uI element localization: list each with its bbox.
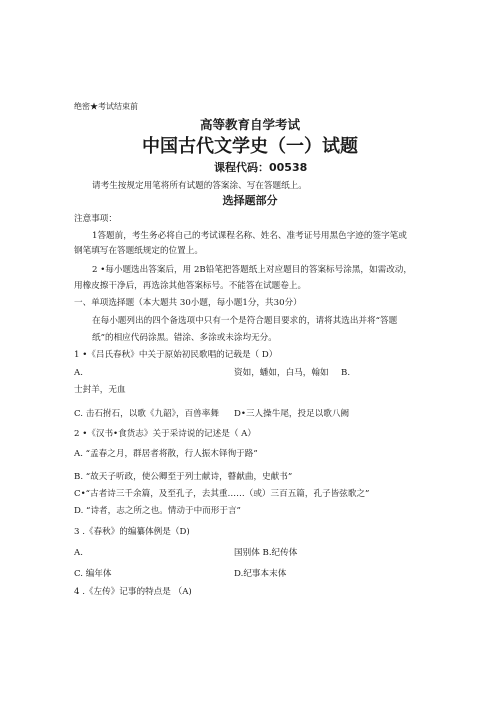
instructions: 请考生按规定用笔将所有试题的答案涂、写在答题纸上。 bbox=[92, 181, 307, 191]
exam-name: 高等教育自学考试 bbox=[199, 117, 300, 132]
q2-option-b: B. “故天子听政，使公卿至于列士献诗，瞽献曲，史献书” bbox=[74, 472, 293, 482]
part1-desc-line-2: 纸”的相应代码涂黑。错涂、多涂或未涂均无分。 bbox=[92, 333, 277, 343]
note-1-line-2: 钢笔填写在答题纸规定的位置上。 bbox=[74, 246, 203, 256]
section-title: 选择题部分 bbox=[222, 194, 278, 207]
q2-option-d: D. “诗者，志之所之也。情动于中而形于言” bbox=[74, 506, 241, 516]
q3-stem: 3 .《春秋》的编纂体例是（D) bbox=[74, 527, 190, 537]
paper-title: 中国古代文学史（一）试题 bbox=[142, 136, 358, 157]
note-2-line-2: 用橡皮擦干净后，再选涂其他答案标号。不能答在试题卷上。 bbox=[74, 281, 307, 291]
part1-desc-line-1: 在每小题列出的四个备选项中只有一个是符合题目要求的，请将其选出并将“答题 bbox=[92, 316, 398, 326]
q4-stem: 4 .《左传》记事的特点是 （A) bbox=[74, 587, 192, 597]
course-code: 课程代码：00538 bbox=[214, 161, 308, 174]
q1-option-b-label: B. bbox=[341, 368, 351, 378]
q3-option-d: D.纪事本末体 bbox=[234, 569, 287, 579]
notes-heading: 注意事项： bbox=[74, 214, 117, 224]
q3-option-c: C. 编年体 bbox=[74, 569, 112, 579]
q1-stem: 1 •《吕氏春秋》中关于原始初民歌唱的记载是（ D） bbox=[74, 350, 278, 360]
q3-option-a-label: A. bbox=[74, 548, 83, 558]
q1-option-a-label: A. bbox=[74, 368, 83, 378]
note-2-line-1: 2 •每小题选出答案后，用 2B铅笔把答题纸上对应题目的答案标号涂黑，如需改动， bbox=[92, 265, 412, 275]
q3-options-a-b: 国别体 B.纪传体 bbox=[234, 548, 298, 558]
q1-option-c: C. 击石拊石，以歌《九韶》，百兽率舞 bbox=[74, 409, 219, 419]
q2-stem: 2 •《汉书•食货志》关于采诗说的记述是（ A） bbox=[74, 429, 256, 439]
q1-option-a-text: 资如，蟠如，白马，翰如 bbox=[234, 368, 329, 378]
q2-option-a: A. “孟春之月，群居者将散，行人振木铎徇于路” bbox=[74, 449, 258, 459]
note-1-line-1: 1答题前，考生务必将自己的考试课程名称、姓名、准考证号用黑色字迹的签字笔或 bbox=[92, 231, 407, 241]
q1-option-d: D•三人操牛尾，投足以歌八阙 bbox=[234, 409, 350, 419]
q1-option-b-text: 士封羊，无血 bbox=[74, 385, 126, 395]
q2-option-c: C•“古者诗三千余篇，及至孔子，去其重……（或）三百五篇，孔子皆弦歌之” bbox=[74, 489, 370, 499]
part1-heading: 一、单项选择题（本大题共 30小题，每小题1分，共30分） bbox=[74, 298, 302, 308]
secret-label: 绝密★考试结束前 bbox=[74, 102, 138, 111]
